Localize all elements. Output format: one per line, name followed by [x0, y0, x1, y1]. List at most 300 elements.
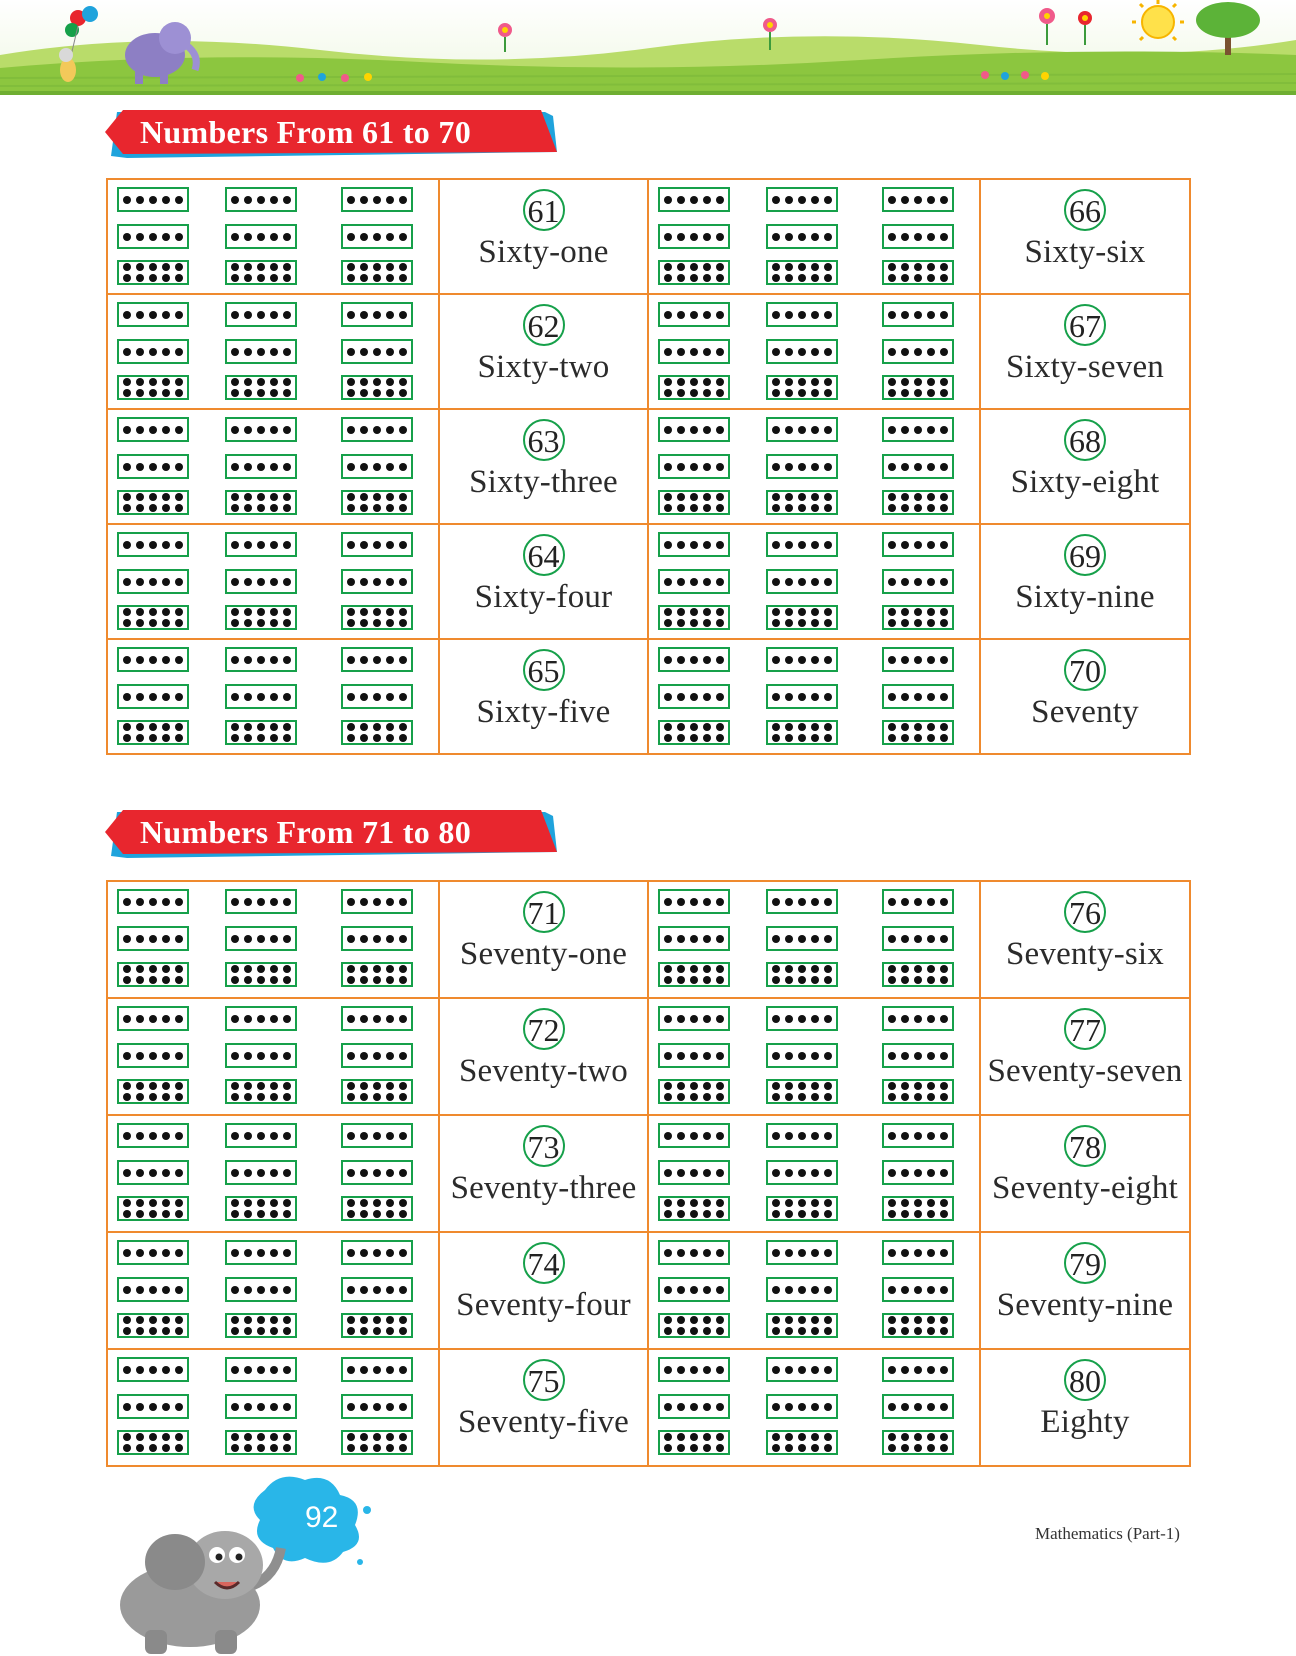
counter-dot — [136, 1210, 144, 1218]
counter-dot — [690, 348, 698, 356]
counter-dot — [399, 389, 407, 397]
number-word: Sixty-five — [476, 694, 611, 730]
counter-dot — [811, 426, 819, 434]
counter-dot — [940, 378, 948, 386]
counter-dot — [664, 656, 672, 664]
counter-dot — [888, 311, 896, 319]
counter-dot — [888, 1316, 896, 1324]
counter-dot — [888, 1052, 896, 1060]
counter-dot — [360, 1316, 368, 1324]
counter-dot — [386, 1433, 394, 1441]
counter-dot — [888, 233, 896, 241]
counter-dot — [162, 196, 170, 204]
counter-dot — [149, 311, 157, 319]
counter-dot — [399, 541, 407, 549]
counter-dot — [811, 1249, 819, 1257]
counter-dot — [664, 1286, 672, 1294]
counter-dot — [123, 311, 131, 319]
counting-frames-cell — [648, 409, 980, 524]
counter-dot — [716, 976, 724, 984]
counter-dot — [772, 274, 780, 282]
counter-dot — [231, 263, 239, 271]
counter-dot — [399, 263, 407, 271]
counter-dot — [399, 426, 407, 434]
counter-dot — [386, 935, 394, 943]
number-word: Seventy-eight — [992, 1170, 1178, 1206]
counter-dot — [914, 976, 922, 984]
counter-dot — [940, 578, 948, 586]
counter-dot — [231, 734, 239, 742]
ten-frame — [225, 1357, 297, 1382]
ten-frame — [341, 962, 413, 987]
counter-dot — [703, 1249, 711, 1257]
counting-frames-cell — [107, 524, 439, 639]
counter-dot — [162, 1052, 170, 1060]
counter-dot — [360, 1052, 368, 1060]
counter-dot — [914, 389, 922, 397]
counter-dot — [231, 541, 239, 549]
ten-frame — [225, 1277, 297, 1302]
ten-frame — [658, 1196, 730, 1221]
counter-dot — [149, 1052, 157, 1060]
counter-dot — [231, 935, 239, 943]
counter-dot — [716, 311, 724, 319]
counter-dot — [677, 578, 685, 586]
counter-dot — [772, 493, 780, 501]
counter-dot — [175, 723, 183, 731]
counter-dot — [175, 541, 183, 549]
counter-dot — [123, 608, 131, 616]
counter-dot — [244, 1210, 252, 1218]
counter-dot — [914, 233, 922, 241]
counter-dot — [399, 1316, 407, 1324]
page-number: 92 — [305, 1501, 339, 1534]
counter-dot — [940, 426, 948, 434]
counter-dot — [914, 378, 922, 386]
number-circle: 68 — [1064, 419, 1106, 461]
ten-frame — [225, 889, 297, 914]
counter-dot — [347, 1403, 355, 1411]
counter-dot — [136, 1444, 144, 1452]
counter-dot — [162, 734, 170, 742]
counter-dot — [373, 965, 381, 973]
counter-dot — [716, 723, 724, 731]
counter-dot — [690, 608, 698, 616]
counter-dot — [136, 656, 144, 664]
counter-dot — [399, 1052, 407, 1060]
counter-dot — [162, 1316, 170, 1324]
counter-dot — [283, 1052, 291, 1060]
counter-dot — [824, 311, 832, 319]
counter-dot — [231, 233, 239, 241]
counter-dot — [811, 311, 819, 319]
counter-dot — [162, 1199, 170, 1207]
ten-frame — [225, 417, 297, 442]
counter-dot — [162, 274, 170, 282]
counter-dot — [257, 1199, 265, 1207]
number-word: Seventy-nine — [996, 1287, 1174, 1323]
counter-dot — [373, 1444, 381, 1452]
counter-dot — [940, 274, 948, 282]
counter-dot — [772, 263, 780, 271]
counter-dot — [901, 608, 909, 616]
counter-dot — [677, 463, 685, 471]
counter-dot — [664, 935, 672, 943]
ten-frame — [882, 889, 954, 914]
counter-dot — [703, 1169, 711, 1177]
counter-dot — [162, 1327, 170, 1335]
counter-dot — [373, 463, 381, 471]
ten-frame — [341, 569, 413, 594]
counter-dot — [927, 1199, 935, 1207]
counter-dot — [149, 196, 157, 204]
counter-dot — [811, 1210, 819, 1218]
counter-dot — [136, 378, 144, 386]
counter-dot — [386, 348, 394, 356]
counter-dot — [940, 348, 948, 356]
counter-dot — [772, 1433, 780, 1441]
counter-dot — [162, 1433, 170, 1441]
counter-dot — [123, 233, 131, 241]
counter-dot — [772, 1286, 780, 1294]
counter-dot — [940, 493, 948, 501]
counter-dot — [914, 608, 922, 616]
counter-dot — [927, 619, 935, 627]
counting-frames-cell — [648, 179, 980, 294]
ten-frame — [341, 889, 413, 914]
counter-dot — [175, 1082, 183, 1090]
ten-frame — [225, 684, 297, 709]
counter-dot — [811, 348, 819, 356]
number-circle: 67 — [1064, 304, 1106, 346]
ten-frame — [658, 926, 730, 951]
ten-frame — [882, 187, 954, 212]
ten-frame — [225, 1394, 297, 1419]
counter-dot — [175, 1132, 183, 1140]
counter-dot — [162, 1444, 170, 1452]
ten-frame — [766, 647, 838, 672]
counter-dot — [244, 723, 252, 731]
counter-dot — [824, 1015, 832, 1023]
counter-dot — [824, 196, 832, 204]
counter-dot — [149, 898, 157, 906]
counter-dot — [703, 723, 711, 731]
ten-frame — [766, 1277, 838, 1302]
counter-dot — [257, 578, 265, 586]
counter-dot — [149, 348, 157, 356]
ten-frame — [117, 1313, 189, 1338]
counter-dot — [386, 608, 394, 616]
counter-dot — [811, 976, 819, 984]
counter-dot — [811, 1286, 819, 1294]
counter-dot — [824, 426, 832, 434]
counter-dot — [231, 1052, 239, 1060]
counter-dot — [772, 311, 780, 319]
counting-frames-cell — [107, 1232, 439, 1349]
counter-dot — [244, 1132, 252, 1140]
counter-dot — [703, 1316, 711, 1324]
counter-dot — [785, 463, 793, 471]
counter-dot — [901, 1327, 909, 1335]
ten-frame — [225, 1313, 297, 1338]
counter-dot — [927, 274, 935, 282]
counter-dot — [798, 1210, 806, 1218]
counter-dot — [798, 233, 806, 241]
counter-dot — [399, 965, 407, 973]
counter-dot — [940, 504, 948, 512]
counter-dot — [811, 1327, 819, 1335]
ten-frame — [117, 569, 189, 594]
counter-dot — [811, 1316, 819, 1324]
counter-dot — [360, 656, 368, 664]
counter-dot — [824, 389, 832, 397]
counter-dot — [940, 976, 948, 984]
counter-dot — [703, 1286, 711, 1294]
counter-dot — [703, 274, 711, 282]
counter-dot — [785, 1316, 793, 1324]
ten-frame — [341, 1123, 413, 1148]
counter-dot — [914, 504, 922, 512]
counter-dot — [149, 1327, 157, 1335]
counter-dot — [244, 1249, 252, 1257]
counter-dot — [716, 541, 724, 549]
counter-dot — [716, 693, 724, 701]
number-circle: 64 — [523, 534, 565, 576]
counter-dot — [664, 608, 672, 616]
counter-dot — [785, 504, 793, 512]
counter-dot — [386, 1052, 394, 1060]
number-circle: 80 — [1064, 1359, 1106, 1401]
number-word: Seventy-six — [1005, 936, 1164, 972]
counter-dot — [175, 656, 183, 664]
counter-dot — [257, 1093, 265, 1101]
ten-frame — [766, 720, 838, 745]
counter-dot — [399, 1199, 407, 1207]
counter-dot — [175, 1052, 183, 1060]
number-circle: 61 — [523, 189, 565, 231]
counter-dot — [360, 608, 368, 616]
counter-dot — [162, 935, 170, 943]
counter-dot — [257, 1444, 265, 1452]
counter-dot — [283, 311, 291, 319]
counter-dot — [270, 1082, 278, 1090]
counter-dot — [940, 608, 948, 616]
counter-dot — [927, 504, 935, 512]
counter-dot — [888, 656, 896, 664]
counter-dot — [283, 656, 291, 664]
counter-dot — [136, 311, 144, 319]
counter-dot — [772, 463, 780, 471]
counter-dot — [162, 619, 170, 627]
counter-dot — [772, 1366, 780, 1374]
counter-dot — [123, 578, 131, 586]
counter-dot — [785, 1403, 793, 1411]
counter-dot — [136, 463, 144, 471]
counter-dot — [798, 656, 806, 664]
ten-frame — [658, 1160, 730, 1185]
counter-dot — [244, 426, 252, 434]
counter-dot — [283, 1015, 291, 1023]
counter-dot — [360, 1132, 368, 1140]
counter-dot — [690, 504, 698, 512]
counter-dot — [244, 608, 252, 616]
number-cell — [980, 998, 1190, 1115]
ten-frame — [658, 1240, 730, 1265]
counter-dot — [914, 1199, 922, 1207]
counter-dot — [373, 656, 381, 664]
counter-dot — [270, 1444, 278, 1452]
counter-dot — [244, 1082, 252, 1090]
ten-frame — [766, 417, 838, 442]
ten-frame — [658, 1123, 730, 1148]
counter-dot — [360, 1082, 368, 1090]
counter-dot — [360, 426, 368, 434]
counter-dot — [373, 619, 381, 627]
ten-frame — [117, 187, 189, 212]
counter-dot — [914, 693, 922, 701]
ten-frame — [882, 1006, 954, 1031]
counter-dot — [940, 619, 948, 627]
counter-dot — [257, 1286, 265, 1294]
counter-dot — [901, 965, 909, 973]
counter-dot — [940, 263, 948, 271]
counter-dot — [270, 426, 278, 434]
counter-dot — [360, 935, 368, 943]
counter-dot — [677, 233, 685, 241]
counter-dot — [785, 965, 793, 973]
counter-dot — [162, 426, 170, 434]
counter-dot — [347, 274, 355, 282]
counter-dot — [136, 541, 144, 549]
counter-dot — [716, 274, 724, 282]
counter-dot — [123, 1286, 131, 1294]
counter-dot — [785, 619, 793, 627]
counter-dot — [716, 578, 724, 586]
counter-dot — [231, 1015, 239, 1023]
table-row — [107, 881, 1190, 998]
ten-frame — [341, 454, 413, 479]
ten-frame — [117, 1006, 189, 1031]
counter-dot — [231, 1132, 239, 1140]
counter-dot — [690, 196, 698, 204]
counter-dot — [386, 233, 394, 241]
counter-dot — [716, 1403, 724, 1411]
ten-frame — [766, 1313, 838, 1338]
counter-dot — [231, 1316, 239, 1324]
counter-dot — [888, 426, 896, 434]
counter-dot — [772, 898, 780, 906]
counter-dot — [231, 1327, 239, 1335]
counter-dot — [664, 311, 672, 319]
number-cell — [980, 1232, 1190, 1349]
counter-dot — [283, 426, 291, 434]
counter-dot — [283, 1286, 291, 1294]
counter-dot — [373, 608, 381, 616]
counter-dot — [927, 608, 935, 616]
number-circle: 63 — [523, 419, 565, 461]
number-cell — [439, 409, 648, 524]
counter-dot — [772, 1403, 780, 1411]
counter-dot — [914, 426, 922, 434]
counter-dot — [772, 693, 780, 701]
counter-dot — [270, 263, 278, 271]
counter-dot — [386, 1403, 394, 1411]
counter-dot — [360, 311, 368, 319]
counter-dot — [690, 1210, 698, 1218]
counter-dot — [399, 1169, 407, 1177]
counter-dot — [123, 348, 131, 356]
counter-dot — [690, 426, 698, 434]
counter-dot — [283, 1210, 291, 1218]
ten-frame — [341, 1079, 413, 1104]
counter-dot — [940, 935, 948, 943]
counter-dot — [136, 965, 144, 973]
counter-dot — [231, 311, 239, 319]
counter-dot — [244, 656, 252, 664]
counter-dot — [257, 976, 265, 984]
ten-frame — [341, 1043, 413, 1068]
counter-dot — [360, 898, 368, 906]
ten-frame — [882, 1160, 954, 1185]
ten-frame — [766, 889, 838, 914]
counter-dot — [888, 976, 896, 984]
landscape-banner — [0, 0, 1296, 95]
counter-dot — [244, 976, 252, 984]
ten-frame — [766, 605, 838, 630]
counter-dot — [716, 1199, 724, 1207]
counter-dot — [347, 493, 355, 501]
counter-dot — [136, 196, 144, 204]
ten-frame — [658, 417, 730, 442]
counter-dot — [703, 656, 711, 664]
counter-dot — [270, 1327, 278, 1335]
counter-dot — [703, 1132, 711, 1140]
counter-dot — [360, 1093, 368, 1101]
counter-dot — [927, 1132, 935, 1140]
counter-dot — [123, 935, 131, 943]
number-word: Sixty-four — [474, 579, 613, 615]
counter-dot — [399, 578, 407, 586]
counter-dot — [703, 578, 711, 586]
counting-frames-cell — [107, 179, 439, 294]
counter-dot — [690, 1316, 698, 1324]
counter-dot — [283, 578, 291, 586]
counter-dot — [927, 693, 935, 701]
section-title-text: Numbers From 71 to 80 — [140, 814, 472, 850]
ten-frame — [225, 1123, 297, 1148]
counter-dot — [257, 274, 265, 282]
ten-frame — [882, 605, 954, 630]
counter-dot — [347, 578, 355, 586]
counter-dot — [664, 965, 672, 973]
counter-dot — [257, 965, 265, 973]
counter-dot — [386, 426, 394, 434]
counter-dot — [664, 389, 672, 397]
ten-frame — [225, 532, 297, 557]
counter-dot — [677, 693, 685, 701]
counter-dot — [231, 965, 239, 973]
counter-dot — [940, 1210, 948, 1218]
counter-dot — [811, 656, 819, 664]
counter-dot — [824, 1403, 832, 1411]
counter-dot — [677, 965, 685, 973]
counter-dot — [386, 1249, 394, 1257]
counter-dot — [123, 723, 131, 731]
counter-dot — [123, 619, 131, 627]
counter-dot — [136, 504, 144, 512]
counter-dot — [162, 723, 170, 731]
counter-dot — [149, 1433, 157, 1441]
